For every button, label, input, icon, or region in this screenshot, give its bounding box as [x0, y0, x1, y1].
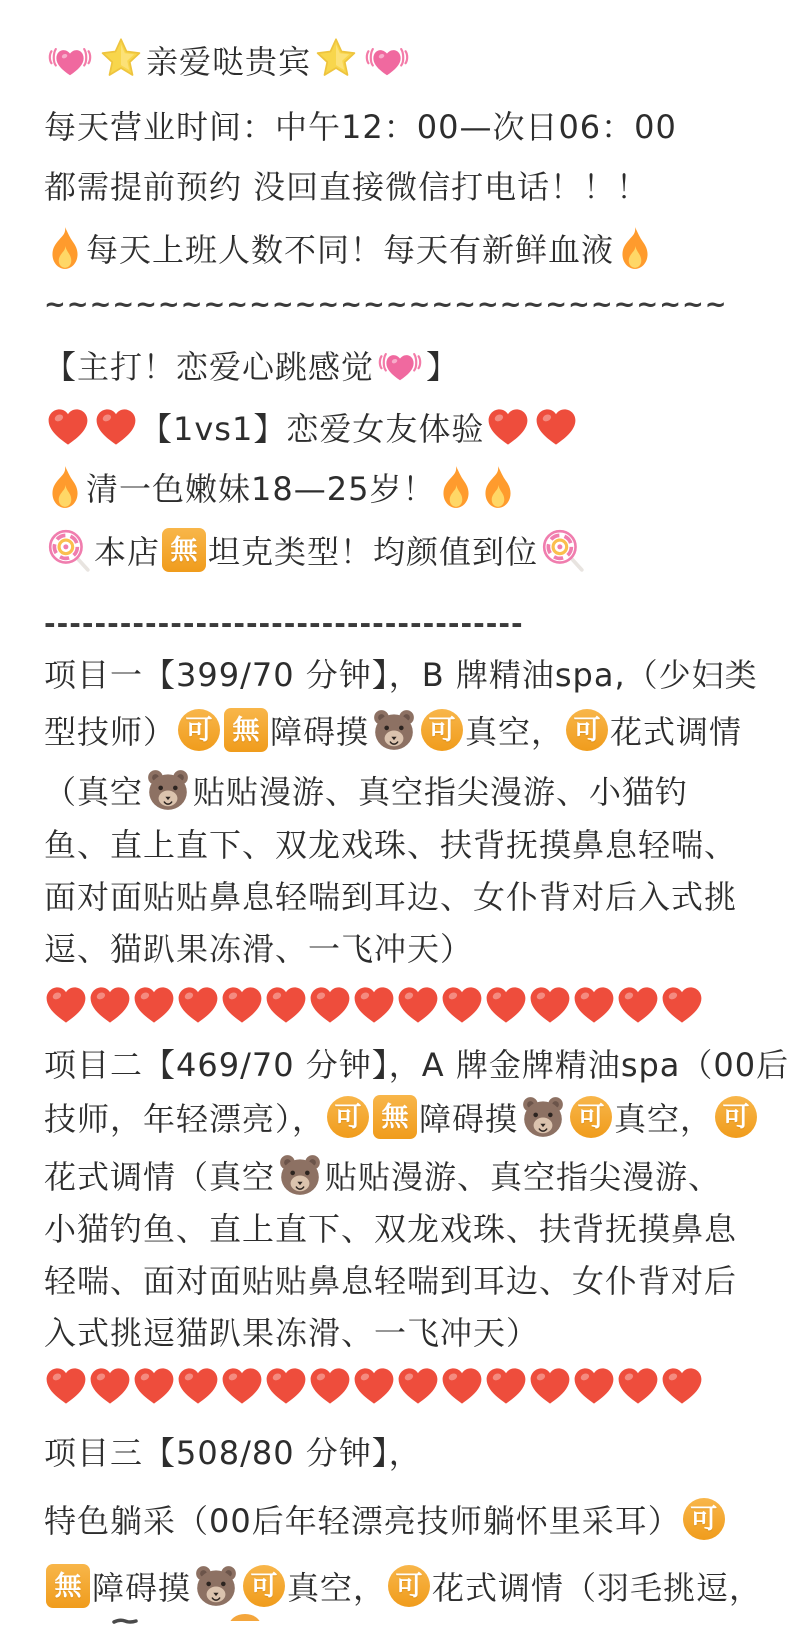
red-heart-icon — [352, 1366, 396, 1406]
cutoff-orange-icon — [228, 1612, 262, 1621]
project3-line3-line — [44, 1560, 776, 1612]
project1-line6-line — [44, 921, 776, 973]
red-heart-icon — [528, 985, 572, 1025]
glowing-star-icon — [98, 37, 144, 83]
red-heart-icon — [396, 1366, 440, 1406]
text-run: 【1vs1】恋爱女友体验 — [140, 410, 485, 448]
text-run: 面对面贴贴鼻息轻喘到耳边、女仆背对后入式挑 — [44, 878, 738, 916]
text-run: 鱼、直上直下、双龙戏珠、扶背抚摸鼻息轻喘、 — [44, 826, 738, 864]
text-run: 项目二【469/70 分钟】，A 牌金牌精油spa（00后 — [44, 1046, 790, 1084]
beating-heart-icon — [46, 40, 94, 80]
lollipop-icon — [540, 527, 586, 573]
fire-icon — [46, 225, 84, 271]
red-heart-icon — [176, 1366, 220, 1406]
text-run: 入式挑逗猫趴果冻滑、一飞冲天） — [44, 1314, 540, 1352]
text-run: 障碍摸 — [92, 1569, 192, 1607]
red-heart-icon — [44, 985, 88, 1025]
text-run: 真空， — [614, 1100, 714, 1138]
text-run: 真空， — [465, 713, 565, 751]
fire-icon — [46, 464, 84, 510]
red-heart-icon — [88, 1366, 132, 1406]
project3-line1-line — [44, 1425, 776, 1477]
staff-notice-line — [44, 222, 776, 274]
red-heart-icon — [308, 985, 352, 1025]
red-heart-icon — [396, 985, 440, 1025]
dash-divider-line — [44, 603, 776, 643]
text-run: 亲爱哒贵宾 — [146, 43, 312, 81]
red-heart-icon — [46, 407, 90, 447]
text-run: 清一色嫩妹18—25岁！ — [86, 470, 436, 508]
text-run: 花式调情 — [610, 713, 743, 751]
red-heart-icon — [94, 407, 138, 447]
red-heart-icon — [572, 985, 616, 1025]
project2-line5-line — [44, 1253, 776, 1305]
beating-heart-icon — [363, 40, 411, 80]
accept-ke-icon: 可 — [243, 1565, 285, 1607]
text-run: 轻喘、面对面贴贴鼻息轻喘到耳边、女仆背对后 — [44, 1262, 738, 1300]
accept-ke-icon: 可 — [388, 1565, 430, 1607]
accept-ke-icon: 可 — [683, 1498, 725, 1540]
text-run: 贴贴漫游、真空指尖漫游、 — [325, 1158, 722, 1196]
accept-ke-icon: 可 — [715, 1096, 757, 1138]
business-hours-line — [44, 99, 776, 151]
age-headline-line — [44, 461, 776, 513]
text-run: 项目一【399/70 分钟】，B 牌精油spa,（少妇类 — [44, 656, 758, 694]
text-run: 贴贴漫游、真空指尖漫游、小猫钓 — [193, 773, 689, 811]
bear-icon — [277, 1153, 323, 1197]
bear-icon — [193, 1564, 239, 1608]
red-heart-icon — [572, 1366, 616, 1406]
text-run: 每天上班人数不同！每天有新鲜血液 — [86, 231, 615, 269]
bear-icon — [371, 708, 417, 752]
project1-line4-line — [44, 817, 776, 869]
text-run: （真空 — [44, 773, 144, 811]
accept-ke-icon: 可 — [178, 709, 220, 751]
red-heart-icon — [132, 1366, 176, 1406]
cutoff-text-icon — [112, 1617, 138, 1625]
project2-line1-line — [44, 1037, 790, 1089]
text-run: 逗、猫趴果冻滑、一飞冲天） — [44, 930, 474, 968]
tilde-divider-line — [44, 285, 776, 325]
red-heart-icon — [534, 407, 578, 447]
red-heart-icon — [352, 985, 396, 1025]
red-heart-icon — [220, 1366, 264, 1406]
text-run: 障碍摸 — [419, 1100, 519, 1138]
feature-headline-line — [44, 339, 776, 391]
beating-heart-icon — [376, 345, 424, 385]
text-run: -------------------------------------- — [44, 606, 524, 640]
project1-line3-line — [44, 764, 776, 816]
bear-icon — [520, 1095, 566, 1139]
red-heart-icon — [486, 407, 530, 447]
project2-line2-line — [44, 1091, 776, 1143]
no-tank-notice-line — [44, 524, 776, 576]
project1-line2-line — [44, 704, 776, 756]
red-heart-icon — [44, 1366, 88, 1406]
project2-line3-line — [44, 1149, 776, 1201]
bear-icon — [145, 768, 191, 812]
hearts-row-2-line — [44, 1359, 776, 1413]
text-run: 【主打！恋爱心跳感觉 — [44, 348, 375, 386]
project1-line1-line — [44, 647, 776, 699]
accept-ke-icon: 可 — [566, 709, 608, 751]
text-run: 真空， — [287, 1569, 387, 1607]
text-run: 型技师） — [44, 713, 177, 751]
wu-square-icon: 無 — [373, 1095, 417, 1139]
fire-icon — [616, 225, 654, 271]
red-heart-icon — [616, 985, 660, 1025]
project2-line6-line — [44, 1305, 776, 1357]
experience-headline-line — [44, 401, 776, 453]
red-heart-icon — [440, 985, 484, 1025]
hearts-row-1-line — [44, 978, 776, 1032]
text-run: 本店 — [94, 533, 161, 571]
red-heart-icon — [660, 1366, 704, 1406]
wu-square-icon: 無 — [162, 528, 206, 572]
red-heart-icon — [484, 985, 528, 1025]
red-heart-icon — [176, 985, 220, 1025]
text-run: 每天营业时间：中午12：00—次日06：00 — [44, 108, 677, 146]
text-run: 小猫钓鱼、直上直下、双龙戏珠、扶背抚摸鼻息 — [44, 1210, 738, 1248]
text-run: 都需提前预约 没回直接微信打电话！！！ — [44, 168, 650, 206]
text-run: 花式调情（羽毛挑逗， — [432, 1569, 763, 1607]
red-heart-icon — [220, 985, 264, 1025]
red-heart-icon — [308, 1366, 352, 1406]
booking-notice-line — [44, 159, 776, 211]
fire-icon — [479, 464, 517, 510]
text-run: 】 — [426, 348, 460, 386]
red-heart-icon — [264, 1366, 308, 1406]
text-run: ~~~~~~~~~~~~~~~~~~~~~~~~~~~~~~ — [44, 290, 728, 320]
red-heart-icon — [660, 985, 704, 1025]
project1-line5-line — [44, 869, 776, 921]
accept-ke-icon: 可 — [570, 1096, 612, 1138]
red-heart-icon — [264, 985, 308, 1025]
red-heart-icon — [528, 1366, 572, 1406]
project2-line4-line — [44, 1201, 776, 1253]
wu-square-icon: 無 — [46, 1564, 90, 1608]
red-heart-icon — [132, 985, 176, 1025]
wu-square-icon: 無 — [224, 708, 268, 752]
red-heart-icon — [616, 1366, 660, 1406]
accept-ke-icon: 可 — [327, 1096, 369, 1138]
project3-line2-line — [44, 1493, 776, 1545]
greeting-line — [44, 34, 776, 86]
text-run: 花式调情（真空 — [44, 1158, 276, 1196]
glowing-star-icon — [313, 37, 359, 83]
accept-ke-icon: 可 — [421, 709, 463, 751]
text-run: 技师，年轻漂亮）， — [44, 1100, 326, 1138]
red-heart-icon — [484, 1366, 528, 1406]
fire-icon — [437, 464, 475, 510]
red-heart-icon — [440, 1366, 484, 1406]
cutoff-next-line-line — [44, 1612, 776, 1626]
text-run: 障碍摸 — [270, 713, 370, 751]
lollipop-icon — [46, 527, 92, 573]
text-run: 项目三【508/80 分钟】， — [44, 1434, 422, 1472]
red-heart-icon — [88, 985, 132, 1025]
text-run: 坦克类型！均颜值到位 — [208, 533, 539, 571]
text-run: 特色躺采（00后年轻漂亮技师躺怀里采耳） — [44, 1502, 681, 1540]
